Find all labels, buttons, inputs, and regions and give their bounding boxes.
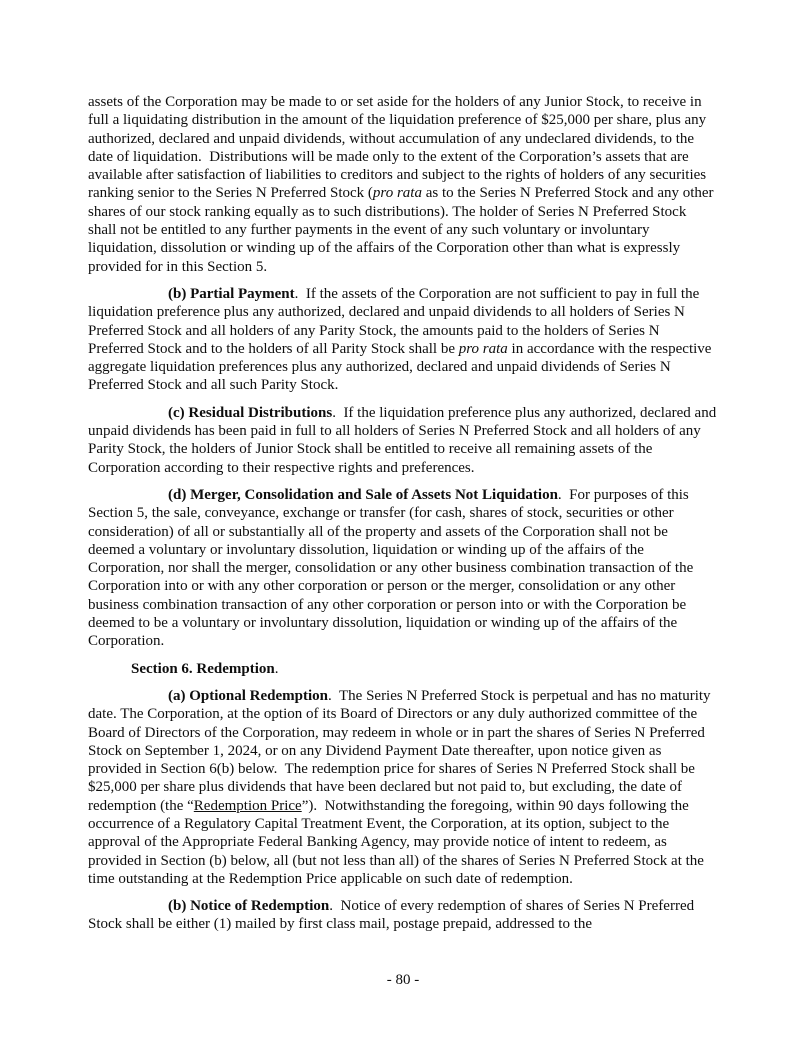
text-segment: . For purposes of this Section 5, the sale, conveyance, exchange or transfer (for cash, shares of stock, securities or other consideration) of all or substantially all of the property and assets of the Corporation shall not be deemed a voluntary or involuntary dissolution, liquidation or winding up of the affairs of the Corporation, nor shall the merger, consolidation or any other business combination transaction of the Corporation into or with any other corporation or person or the merger, consolidation or any other business combination transaction of any other corporation or person into or with the Corporation be deemed to be a voluntary or involuntary dissolution, liquidation or winding up of the affairs of the Corporation. — [88, 486, 694, 650]
text-segment: (b) Notice of Redemption — [168, 898, 330, 915]
text-segment: as to the Series N Preferred Stock and any other shares of our stock ranking equally as to such distributions). The holder of Series N Preferred Stock shall not be entitled to any further payments in the event of any such voluntary or involuntary liquidation, dissolution or winding up of the affairs of the Corporation other than what is expressly provided for in this Section 5. — [88, 185, 714, 275]
paragraph-merger-consolidation — [88, 486, 718, 651]
section-6-heading — [88, 660, 718, 678]
text-segment: . If the liquidation preference plus any authorized, declared and unpaid dividends has been paid in full to all holders of Series N Preferred Stock and all holders of any Parity Stock, the holders of Junior Stock shall be entitled to receive all remaining assets of the Corporation according to their respective rights and preferences. — [88, 404, 717, 476]
text-segment: in accordance with the respective aggregate liquidation preferences plus any authorized, declared and unpaid dividends of Series N Preferred Stock and all such Parity Stock. — [88, 340, 712, 394]
page-number: - 80 - — [386, 972, 420, 988]
paragraph-partial-payment — [88, 285, 718, 395]
paragraph-residual-distributions — [88, 404, 718, 477]
text-segment: . — [274, 660, 279, 677]
text-segment: (d) Merger, Consolidation and Sale of Assets Not Liquidation — [168, 486, 558, 503]
text-segment: pro rata — [372, 185, 422, 202]
text-segment: assets of the Corporation may be made to or set aside for the holders of any Junior Stock, to receive in full a liquidating distribution in the amount of the liquidation preference of $25,000 per share, plus any authorized, declared and unpaid dividends, without accumulation of any undeclared dividends, to the date of liquidation. Distributions will be made only to the extent of the Corporation’s assets that are available after satisfaction of liabilities to creditors and subject to the rights of holders of any securities ranking senior to the Series N Preferred Stock ( — [88, 94, 707, 202]
text-segment: (a) Optional Redemption — [168, 687, 329, 704]
text-segment: pro rata — [458, 340, 508, 357]
text-segment: Section 6. Redemption — [131, 660, 275, 677]
paragraph-liquidation-continuation — [88, 93, 718, 276]
text-segment: Redemption Price — [193, 797, 302, 814]
text-segment: . If the assets of the Corporation are not sufficient to pay in full the liquidation preference plus any authorized, declared and unpaid dividends to all holders of Series N Preferred Stock and all holders of any Parity Stock, the amounts paid to the holders of Series N Preferred Stock and to the holders of all Parity Stock shall be — [88, 285, 700, 357]
text-segment: (c) Residual Distributions — [168, 404, 333, 421]
paragraph-notice-of-redemption — [88, 897, 718, 934]
text-segment: . Notice of every redemption of shares of Series N Preferred Stock shall be either (1) mailed by first class mail, postage prepaid, addressed to the — [88, 898, 695, 933]
document-body — [88, 93, 718, 943]
text-segment: (b) Partial Payment — [168, 285, 295, 302]
text-segment: . The Series N Preferred Stock is perpetual and has no maturity date. The Corporation, at the option of its Board of Directors or any duly authorized committee of the Board of Directors of the Corporation, may redeem in whole or in part the shares of Series N Preferred Stock on September 1, 2024, or on any Dividend Payment Date thereafter, upon notice given as provided in Section 6(b) below. The redemption price for shares of Series N Preferred Stock shall be $25,000 per share plus dividends that have been declared but not paid to, but excluding, the date of redemption (the “ — [88, 687, 711, 814]
text-segment: ”). Notwithstanding the foregoing, within 90 days following the occurrence of a Regulatory Capital Treatment Event, the Corporation, at its option, subject to the approval of the Appropriate Federal Banking Agency, may provide notice of intent to redeem, as provided in Section (b) below, all (but not less than all) of the shares of Series N Preferred Stock at the time outstanding at the Redemption Price applicable on such date of redemption. — [88, 797, 704, 887]
paragraph-optional-redemption — [88, 687, 718, 888]
